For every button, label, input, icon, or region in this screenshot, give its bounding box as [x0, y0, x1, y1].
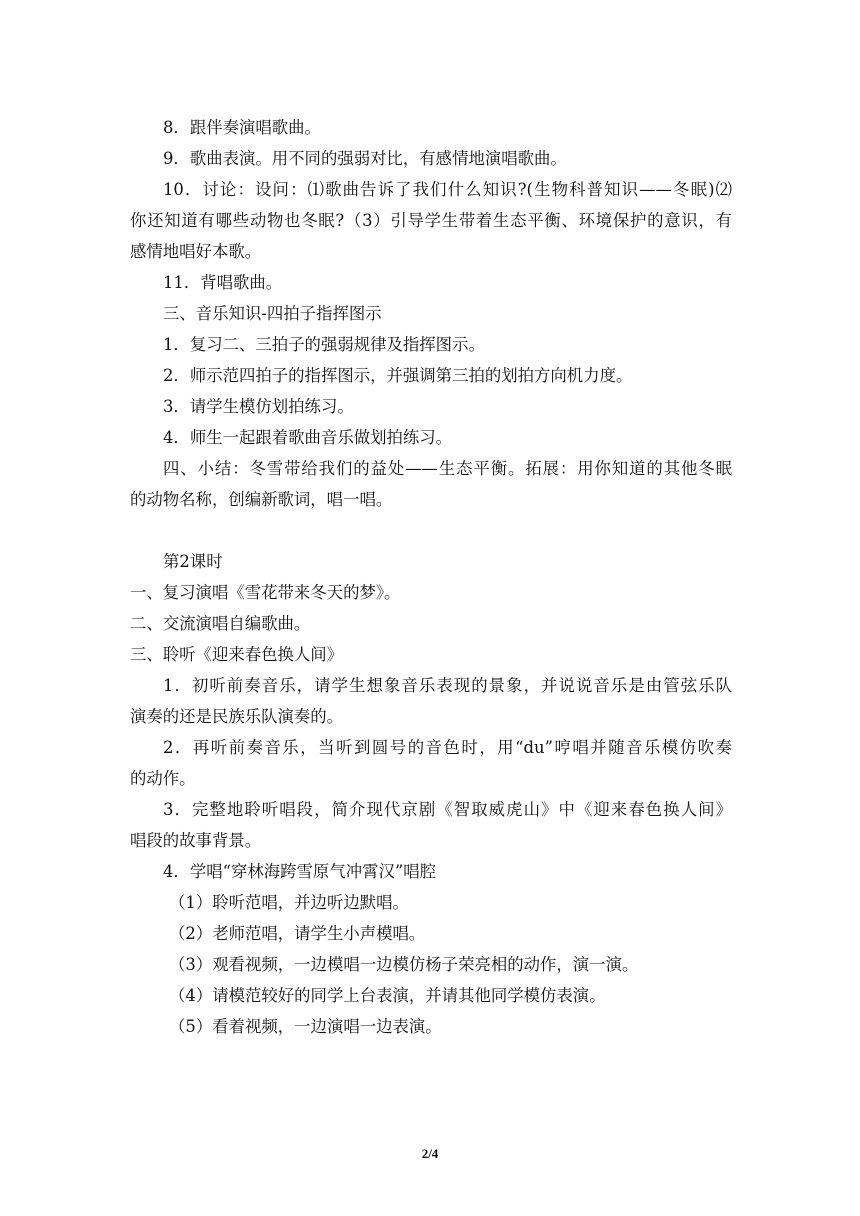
lesson-heading: 第2课时 — [163, 552, 223, 571]
paragraph-line: 唱段的故事背景。 — [130, 831, 262, 850]
paragraph-line: 感情地唱好本歌。 — [130, 242, 262, 261]
paragraph-line: 的动物名称，创编新歌词，唱一唱。 — [130, 490, 393, 509]
paragraph-line: 演奏的还是民族乐队演奏的。 — [130, 707, 344, 726]
paragraph-line: 1．复习二、三拍子的强弱规律及指挥图示。 — [163, 335, 485, 354]
paragraph-line: 1．初听前奏音乐，请学生想象音乐表现的景象，并说说音乐是由管弦乐队 — [163, 676, 732, 695]
paragraph-line: 的动作。 — [130, 769, 196, 788]
paragraph-line: 2．师示范四拍子的指挥图示，并强调第三拍的划拍方向机力度。 — [163, 366, 633, 385]
paragraph-line: 四、小结：冬雪带给我们的益处——生态平衡。拓展：用你知道的其他冬眠 — [163, 459, 732, 478]
paragraph-line: 11．背唱歌曲。 — [163, 273, 283, 292]
paragraph-line: 3．完整地聆听唱段，简介现代京剧《智取威虎山》中《迎来春色换人间》 — [163, 800, 732, 819]
paragraph-line: 4．学唱“穿林海跨雪原气冲霄汉”唱腔 — [163, 862, 437, 881]
list-item: （3）观看视频，一边模唱一边模仿杨子荣亮相的动作，演一演。 — [169, 955, 639, 974]
page-number: 2/4 — [421, 1146, 439, 1161]
list-item: （5）看着视频，一边演唱一边表演。 — [169, 1017, 442, 1036]
section-heading: 二、交流演唱自编歌曲。 — [130, 614, 311, 633]
paragraph-line: 10．讨论：设问：⑴歌曲告诉了我们什么知识?(生物科普知识——冬眠)⑵ — [163, 180, 732, 199]
document-body — [130, 112, 732, 1042]
blank-line — [130, 515, 732, 546]
list-item: （4）请模范较好的同学上台表演，并请其他同学模仿表演。 — [169, 986, 606, 1005]
paragraph-line: 8．跟伴奏演唱歌曲。 — [163, 118, 321, 137]
paragraph-line: 9．歌曲表演。用不同的强弱对比，有感情地演唱歌曲。 — [163, 149, 567, 168]
paragraph-line: 你还知道有哪些动物也冬眠?（3）引导学生带着生态平衡、环境保护的意识，有 — [130, 211, 732, 230]
paragraph-line: 2．再听前奏音乐，当听到圆号的音色时，用“du”哼唱并随音乐模仿吹奏 — [163, 738, 732, 757]
list-item: （1）聆听范唱，并边听边默唱。 — [169, 893, 409, 912]
paragraph-line: 3．请学生模仿划拍练习。 — [163, 397, 354, 416]
paragraph-line: 4．师生一起跟着歌曲音乐做划拍练习。 — [163, 428, 453, 447]
section-heading: 三、聆听《迎来春色换人间》 — [130, 645, 344, 664]
section-heading: 一、复习演唱《雪花带来冬天的梦》。 — [130, 583, 401, 602]
section-heading: 三、音乐知识-四拍子指挥图示 — [163, 304, 382, 323]
list-item: （2）老师范唱，请学生小声模唱。 — [169, 924, 426, 943]
